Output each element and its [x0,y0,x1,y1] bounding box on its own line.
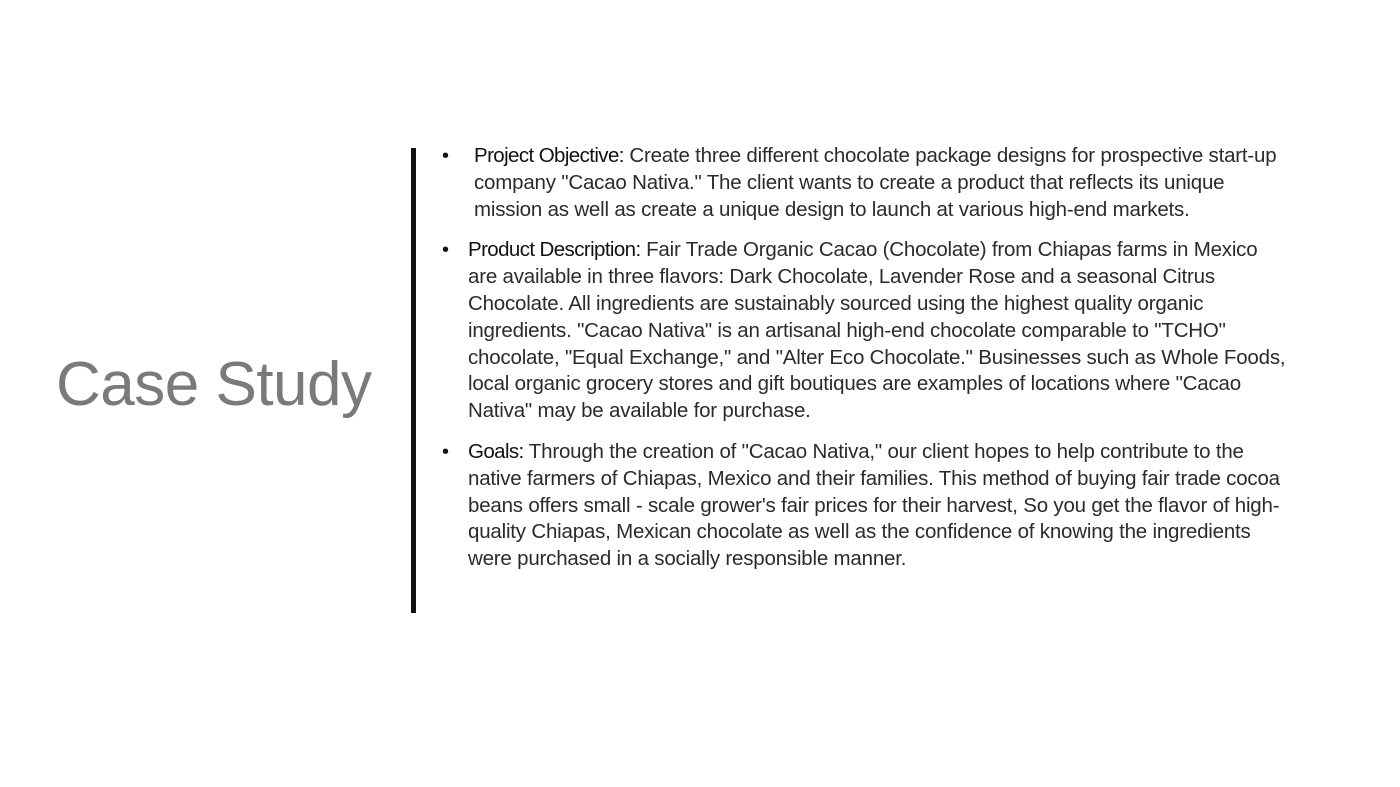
bullet-icon: • [442,239,449,262]
bullet-label: Product Description: [468,238,641,262]
bullet-label: Project Objective: [474,144,624,167]
bullet-product-description [440,237,1290,425]
bullet-goals [440,439,1290,573]
bullet-text: Fair Trade Organic Cacao (Chocolate) from Chiapas farms in Mexico are available in three flavors: Dark Chocolate, Lavender Rose and a seasonal Citrus Chocolate. All ingredients are sustainably sourced using the highest quality organic ingredients. "Cacao Nativa" is an artisanal high-end chocolate comparable to "TCHO" chocolate, "Equal Exchange," and "Alter Eco Chocolate." Businesses such as Whole Foods, local organic grocery stores and gift boutiques are examples of locations where "Cacao Nativa" may be available for purchase. [468,238,1286,423]
bullet-label: Goals: [468,439,524,463]
bullet-icon: • [442,145,449,167]
bullet-text: Create three different chocolate package designs for prospective start-up company "Cacao Nativa." The client wants to create a product that reflects its unique mission as well as create a unique design to launch at various high-end markets. [474,144,1277,221]
bullet-icon: • [442,440,449,463]
vertical-divider [411,148,416,613]
bullet-list [440,143,1290,573]
bullet-text: Through the creation of "Cacao Nativa," our client hopes to help contribute to the native farmers of Chiapas, Mexico and their families. This method of buying fair trade cocoa beans offers small - scale grower's fair prices for their harvest, So you get the flavor of high-quality Chiapas, Mexican chocolate as well as the confidence of knowing the ingredients were purchased in a socially responsible manner. [468,439,1280,571]
slide-title: Case Study [56,350,372,419]
bullet-project-objective [440,143,1290,223]
